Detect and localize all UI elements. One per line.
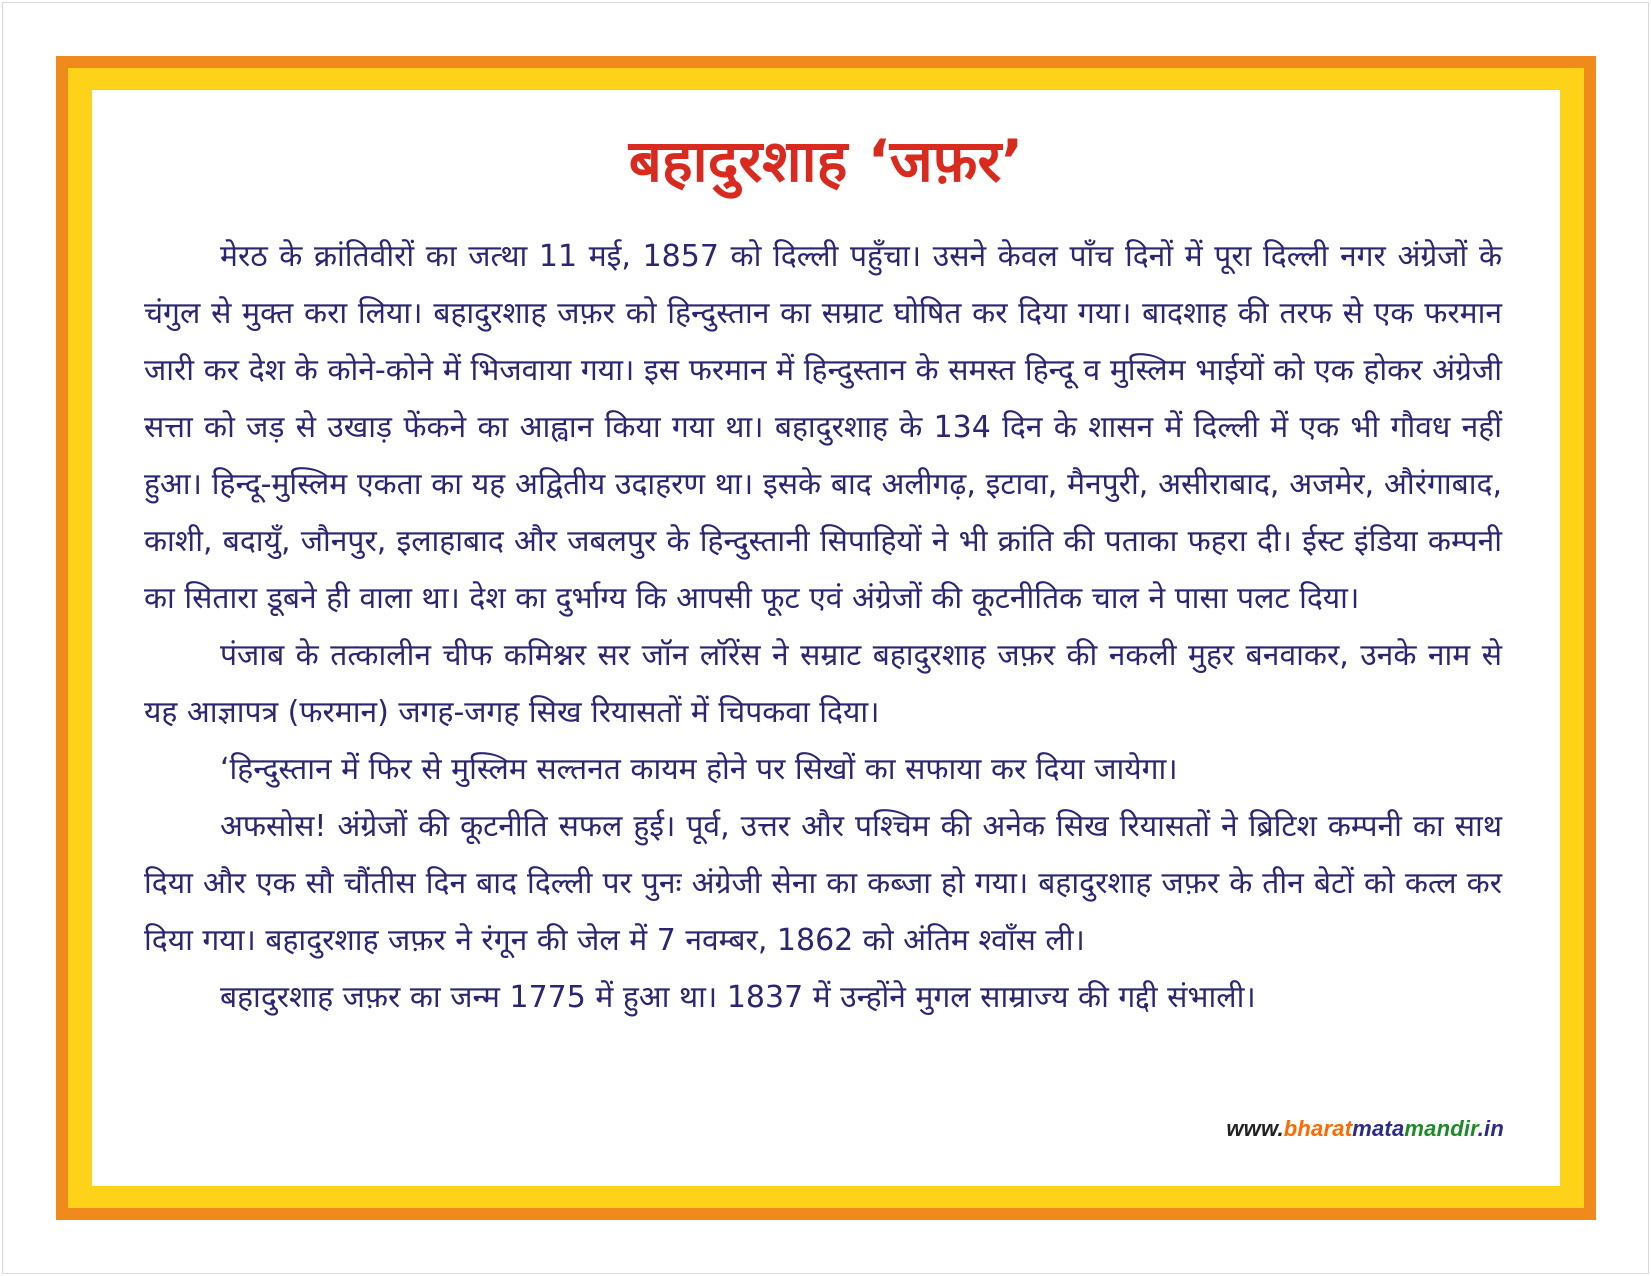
paragraph-2: पंजाब के तत्कालीन चीफ कमिश्नर सर जॉन लॉरेंस ने सम्राट बहादुरशाह जफ़र की नकली मुहर बनवाकर, उनके नाम से यह आज्ञापत्र (फरमान) जगह-जगह सिख रियासतों में चिपकवा दिया। <box>144 638 1502 730</box>
orange-frame <box>56 56 1596 1220</box>
website-part-mandir: mandir <box>1404 1116 1478 1141</box>
yellow-frame <box>68 68 1584 1208</box>
content-panel <box>92 90 1560 1186</box>
website-link[interactable] <box>1226 1116 1504 1142</box>
paragraph-1: मेरठ के क्रांतिवीरों का जत्था 11 मई, 1857 को दिल्ली पहुँचा। उसने केवल पाँच दिनों में पूरा दिल्ली नगर अंग्रेजों के चंगुल से मुक्त करा लिया। बहादुरशाह जफ़र को हिन्दुस्तान का सम्राट घोषित कर दिया गया। बादशाह की तरफ से एक फरमान जारी कर देश के कोने-कोने में भिजवाया गया। इस फरमान में हिन्दुस्तान के समस्त हिन्दू व मुस्लिम भाईयों को एक होकर अंग्रेजी सत्ता को जड़ से उखाड़ फेंकने का आह्वान किया गया था। बहादुरशाह के 134 दिन के शासन में दिल्ली में एक भी गौवध नहीं हुआ। हिन्दू-मुस्लिम एकता का यह अद्वितीय उदाहरण था। इसके बाद अलीगढ़, इटावा, मैनपुरी, असीराबाद, अजमेर, औरंगाबाद, काशी, बदायुँ, जौनपुर, इलाहाबाद और जबलपुर के हिन्दुस्तानी सिपाहियों ने भी क्रांति की पताका फहरा दी। ईस्ट इंडिया कम्पनी का सितारा डूबने ही वाला था। देश का दुर्भाग्य कि आपसी फूट एवं अंग्रेजों की कूटनीतिक चाल ने पासा पलट दिया। <box>144 239 1502 616</box>
website-suffix: .in <box>1477 1116 1504 1141</box>
website-part-mata: mata <box>1352 1116 1405 1141</box>
paragraph-4: अफसोस! अंग्रेजों की कूटनीति सफल हुई। पूर्व, उत्तर और पश्चिम की अनेक सिख रियासतों ने ब्रिटिश कम्पनी का साथ दिया और एक सौ चौंतीस दिन बाद दिल्ली पर पुनः अंग्रेजी सेना का कब्जा हो गया। बहादुरशाह जफ़र के तीन बेटों को कत्ल कर दिया गया। बहादुरशाह जफ़र ने रंगून की जेल में 7 नवम्बर, 1862 को अंतिम श्वाँस ली। <box>144 809 1502 958</box>
article-body <box>144 228 1502 1026</box>
page-title: बहादुरशाह ‘जफ़र’ <box>628 127 1024 195</box>
paragraph-3-quote: ‘हिन्दुस्तान में फिर से मुस्लिम सल्तनत कायम होने पर सिखों का सफाया कर दिया जायेगा। <box>220 752 1178 787</box>
website-prefix: www. <box>1226 1116 1284 1141</box>
paragraph-5: बहादुरशाह जफ़र का जन्म 1775 में हुआ था। 1837 में उन्होंने मुगल साम्राज्य की गद्दी संभाली। <box>220 980 1256 1015</box>
website-part-bharat: bharat <box>1283 1116 1353 1141</box>
